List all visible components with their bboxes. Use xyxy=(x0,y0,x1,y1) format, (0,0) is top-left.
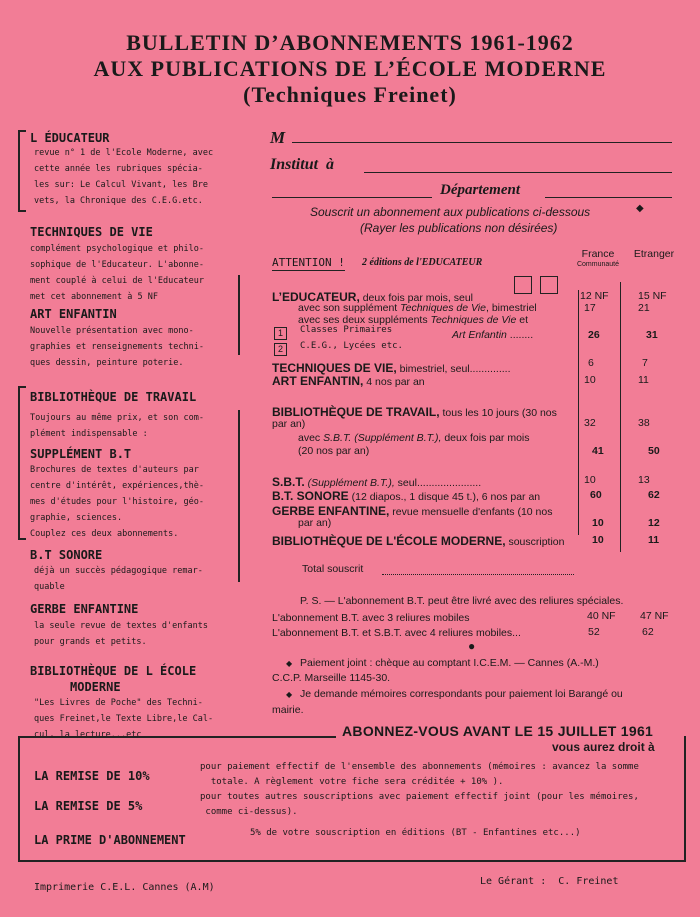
left-bibliotheque-text: Toujours au même prix, et son com- plément indispensable : xyxy=(30,413,204,439)
payment-line-3: Je demande mémoires correspondants pour paiement loi Barangé ou xyxy=(300,688,623,700)
diamond-icon-2: ◆ xyxy=(286,659,293,668)
row-r8-fr: 32 xyxy=(584,417,596,429)
ps-line-3-fr: 52 xyxy=(588,626,600,638)
row-r11-text: (12 diapos., 1 disque 45 t.), 6 nos par an xyxy=(351,491,541,503)
row-r10-em: (Supplément B.T.), xyxy=(307,477,395,489)
remise-10-text: pour paiement effectif de l'ensemble des abonnements (mémoires : avancez la somme totale. A règlement votre fiche sera créditée + 10% ). xyxy=(200,762,639,787)
title-line-2: AUX PUBLICATIONS DE L’ÉCOLE MODERNE xyxy=(93,56,607,81)
prime-text: 5% de votre souscription en éditions (BT - Enfantines etc...) xyxy=(250,828,581,838)
ps-line-1: P. S. — L'abonnement B.T. peut être livré avec des reliures spéciales. xyxy=(300,595,624,607)
left-bibliotheque-title: BIBLIOTHÈQUE DE TRAVAIL xyxy=(30,390,197,404)
edition-num-1: 1 xyxy=(274,327,287,340)
row-r12-fr: 10 xyxy=(592,517,604,529)
row-r9-tail: deux fois par mois xyxy=(444,432,530,444)
row-r10-name: S.B.T. xyxy=(272,475,305,489)
offer-headline: ABONNEZ-VOUS AVANT LE 15 JUILLET 1961 xyxy=(342,723,654,739)
row-r4-em: Art Enfantin xyxy=(452,329,507,341)
row-r9-text2: (20 nos par an) xyxy=(298,445,370,457)
ps-line-2-fr: 40 NF xyxy=(587,610,616,622)
row-r7-et: 11 xyxy=(638,374,649,386)
payment-line-2: C.C.P. Marseille 1145-30. xyxy=(272,672,391,684)
ps-line-2: L'abonnement B.T. avec 3 reliures mobiles xyxy=(272,612,470,624)
row-r7-fr: 10 xyxy=(584,374,596,386)
rule-bibliotheque xyxy=(238,410,240,582)
row-r2-fr: 17 xyxy=(584,302,596,314)
ps-line-3-et: 62 xyxy=(642,626,654,638)
row-techniques: TECHNIQUES DE VIE, bimestriel, seul.............. xyxy=(272,361,511,375)
rayer-text: (Rayer les publications non désirées) xyxy=(360,221,558,235)
edition-num-2: 2 xyxy=(274,343,287,356)
left-supplement-text: Brochures de textes d'auteurs par centre d'intérêt, expériences,thè- mes d'études pour l'histoire, géo- graphie, sciences. Couplez ces deux abonnements. xyxy=(30,465,204,539)
ps-line-3: L'abonnement B.T. et S.B.T. avec 4 reliures mobiles... xyxy=(272,627,521,639)
m-field[interactable] xyxy=(292,142,672,143)
attention-label: ATTENTION ! xyxy=(272,256,345,269)
row-r13-text: souscription xyxy=(508,536,565,548)
row-r8-name: BIBLIOTHÈQUE DE TRAVAIL, xyxy=(272,405,440,419)
row-r10-fr: 10 xyxy=(584,474,596,486)
row-educateur-et: 15 NF xyxy=(638,290,667,302)
row-r8-et: 38 xyxy=(638,417,650,429)
row-educateur-fr: 12 NF xyxy=(580,290,609,302)
col-france: France xyxy=(581,248,615,260)
row-r7-text: 4 nos par an xyxy=(366,376,425,388)
row-r10-et: 13 xyxy=(638,474,650,486)
m-label: M xyxy=(270,128,286,147)
left-bem-title: BIBLIOTHÈQUE DE L ÉCOLE xyxy=(30,664,197,678)
row-r6-et: 7 xyxy=(642,357,648,369)
row-r13-fr: 10 xyxy=(592,534,604,546)
bracket-educateur xyxy=(18,130,26,212)
row-educateur-text: deux fois par mois, seul xyxy=(362,292,474,304)
departement-label: Département xyxy=(440,182,520,198)
row-bt-sbt xyxy=(298,432,530,444)
row-r6-fr: 6 xyxy=(588,357,594,369)
row-r2-text: avec son supplément xyxy=(298,302,398,314)
left-bem-text: "Les Livres de Poche" des Techni- ques Freinet,le Texte Libre,le Cal- cul, la lecture...etc xyxy=(34,698,214,740)
row-r2-em: Techniques de Vie xyxy=(400,302,486,314)
gerant-credit: Le Gérant : C. Freinet xyxy=(480,876,619,887)
row-r3-text: avec ses deux suppléments xyxy=(298,314,428,326)
left-gerbe-title: GERBE ENFANTINE xyxy=(30,602,139,616)
payment-line-1: Paiement joint : chèque au comptant I.C.E.M. — Cannes (A.-M.) xyxy=(300,657,599,669)
remise-10-label: LA REMISE DE 10% xyxy=(34,769,150,783)
row-r12-text: revue mensuelle d'enfants (10 nos xyxy=(392,506,553,518)
row-educateur-name: L’EDUCATEUR, xyxy=(272,290,360,304)
row-r8-text2: par an) xyxy=(272,418,306,430)
edition-box-1[interactable] xyxy=(514,276,532,294)
remise-5-text: pour toutes autres souscriptions avec paiement effectif joint (pour les mémoires, comme ci-dessus). xyxy=(200,792,639,817)
row-sbt: S.B.T. (Supplément B.T.), seul...................... xyxy=(272,475,482,489)
row-r12-text2: par an) xyxy=(298,517,332,529)
bracket-bibliotheque xyxy=(18,386,26,540)
row-r4-art: Art Enfantin ........ xyxy=(452,329,534,341)
left-gerbe-text: la seule revue de textes d'enfants pour grands et petits. xyxy=(34,621,208,647)
offer-sub: vous aurez droit à xyxy=(552,740,655,754)
left-bem-title-2: MODERNE xyxy=(70,680,121,694)
printer-credit: Imprimerie C.E.L. Cannes (A.M) xyxy=(34,882,215,893)
row-r12-et: 12 xyxy=(648,517,660,529)
col-etranger: Etranger xyxy=(633,248,675,260)
row-bem xyxy=(272,534,564,548)
row-r4-et: 31 xyxy=(646,329,658,341)
left-sonore-title: B.T SONORE xyxy=(30,548,103,562)
departement-left-field[interactable] xyxy=(272,197,432,198)
row-r13-name: BIBLIOTHÈQUE DE L'ÉCOLE MODERNE, xyxy=(272,534,506,548)
title-line-3: (Techniques Freinet) xyxy=(243,82,457,107)
left-supplement-title: SUPPLÉMENT B.T xyxy=(30,447,132,461)
row-r11-fr: 60 xyxy=(590,489,602,501)
left-techniques-title: TECHNIQUES DE VIE xyxy=(30,225,153,239)
total-field[interactable] xyxy=(382,574,574,575)
row-r9-em: S.B.T. (Supplément B.T.), xyxy=(323,432,442,444)
row-r8-text: tous les 10 jours (30 nos xyxy=(442,407,557,419)
left-techniques-text: complément psychologique et philo- sophique de l'Educateur. L'abonne- ment couplé à celui de l'Educateur met cet abonnement à 5 NF xyxy=(30,244,204,302)
left-sonore-text: déjà un succès pédagogique remar- quable xyxy=(34,566,203,592)
bullet-icon: ● xyxy=(468,639,476,653)
offer-box-top-rule xyxy=(18,736,336,738)
row-art xyxy=(272,374,425,388)
title-line-1: BULLETIN D’ABONNEMENTS 1961-1962 xyxy=(126,30,574,55)
row-sonore xyxy=(272,489,540,503)
row-r3-em: Techniques de Vie xyxy=(430,314,517,326)
col-communaute: Communauté xyxy=(576,261,620,268)
row-r10-text: seul xyxy=(397,477,417,489)
diamond-icon: ◆ xyxy=(636,203,644,214)
edition-box-2[interactable] xyxy=(540,276,558,294)
row-r9-et: 50 xyxy=(648,445,660,457)
row-r12-name: GERBE ENFANTINE, xyxy=(272,504,390,518)
row-r7-name: ART ENFANTIN, xyxy=(272,374,364,388)
price-rule-2 xyxy=(578,290,579,535)
souscrit-text: Souscrit un abonnement aux publications ci-dessous xyxy=(310,205,591,219)
row-r13-et: 11 xyxy=(648,534,660,546)
institut-field[interactable] xyxy=(364,172,672,173)
remise-5-label: LA REMISE DE 5% xyxy=(34,799,143,813)
row-bibliotheque xyxy=(272,405,557,419)
row-r6-text: bimestriel, seul xyxy=(399,363,470,375)
rule-techniques xyxy=(238,275,240,355)
left-educateur-text: revue n° 1 de l'Ecole Moderne, avec cette année les rubriques spécia- les sur: Le Calcul Vivant, les Bre vets, la Chronique des C.E.G.etc. xyxy=(34,148,214,206)
row-r2-et: 21 xyxy=(638,302,650,314)
payment-line-4: mairie. xyxy=(272,704,304,716)
diamond-icon-3: ◆ xyxy=(286,690,293,699)
departement-field[interactable] xyxy=(545,197,672,198)
row-gerbe xyxy=(272,504,552,518)
row-r5-text: C.E.G., Lycées etc. xyxy=(300,341,403,351)
row-r6-name: TECHNIQUES DE VIE, xyxy=(272,361,397,375)
row-r4-fr: 26 xyxy=(588,329,600,341)
editions-label: 2 éditions de l'EDUCATEUR xyxy=(362,257,483,268)
ps-line-2-et: 47 NF xyxy=(640,610,669,622)
prime-label: LA PRIME D'ABONNEMENT xyxy=(34,833,186,847)
row-r2-tail: , bimestriel xyxy=(485,302,537,314)
left-art-text: Nouvelle présentation avec mono- graphies et renseignements techni- ques dessin, peinture poterie. xyxy=(30,326,204,368)
row-r4-text: Classes Primaires xyxy=(300,325,393,335)
row-r9-fr: 41 xyxy=(592,445,604,457)
row-r11-name: B.T. SONORE xyxy=(272,489,349,503)
total-label: Total souscrit xyxy=(302,563,364,575)
row-r3-tail: et xyxy=(519,314,529,326)
row-educateur-tv xyxy=(298,302,537,314)
row-r9-text: avec xyxy=(298,432,321,444)
institut-label: Institut à xyxy=(270,156,335,173)
left-educateur-title: L ÉDUCATEUR xyxy=(30,131,110,145)
row-r11-et: 62 xyxy=(648,489,660,501)
left-art-title: ART ENFANTIN xyxy=(30,307,117,321)
